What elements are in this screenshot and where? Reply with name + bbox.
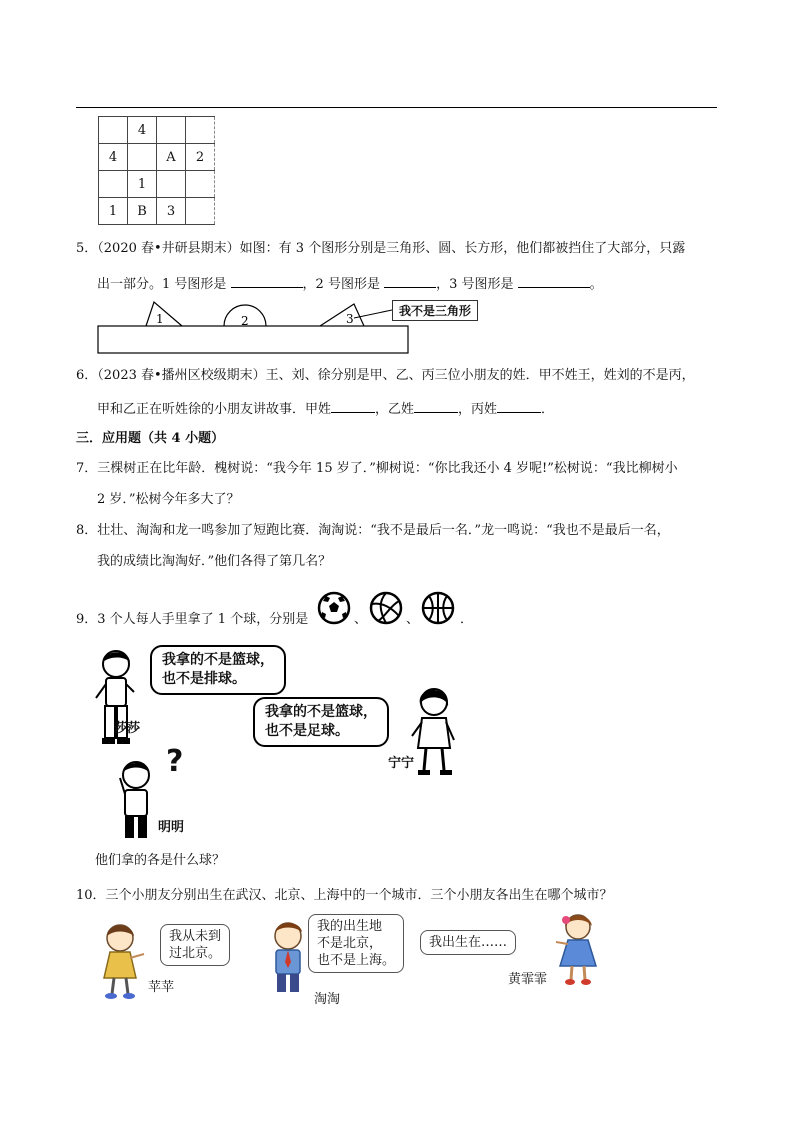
q5-text: ，2 号图形是: [302, 277, 385, 292]
q5-text: ，3 号图形是: [436, 277, 518, 292]
q7-line1: 7．三棵树正在比年龄．槐树说：“我今年 15 岁了．”柳树说：“你比我还小 4 岁呢!”松树说：“我比柳树小: [76, 461, 678, 476]
question-mark: ?: [166, 744, 184, 779]
header-rule: [76, 107, 717, 108]
bubble-line: 我的出生地: [317, 919, 383, 934]
bubble-line: 我从未到: [169, 929, 222, 944]
q5-line1: 5．（2020 春•井研县期末）如图：有 3 个图形分别是三角形、圆、长方形，他们都被挡住了大部分，只露: [76, 241, 686, 256]
ping-speech-bubble: [160, 924, 230, 966]
name-huang: 黄霏霏: [508, 972, 548, 987]
hidden-shapes-figure: [96, 298, 416, 356]
ning-speech-bubble: [253, 697, 389, 747]
tao-figure: [262, 920, 314, 1000]
q9-footer: 他们拿的各是什么球？: [95, 853, 226, 868]
volleyball-icon: [368, 590, 404, 626]
answer-blank[interactable]: [414, 398, 458, 413]
shape-2-label: 2: [241, 314, 249, 328]
q9-separator: 、: [354, 612, 368, 627]
grid-cell: B: [128, 198, 157, 225]
name-sasha: 莎莎: [114, 721, 141, 736]
q6-text: ，丙姓: [458, 402, 498, 417]
grid-cell: [157, 171, 186, 198]
ming-figure: [112, 760, 160, 842]
q8-line1: 8．壮壮、淘淘和龙一鸣参加了短跑比赛．淘淘说：“我不是最后一名．”龙一鸣说：“我也不是最后一名，: [76, 523, 670, 538]
q9-separator: 、: [406, 612, 420, 627]
bubble-line: 也不是上海。: [317, 953, 396, 968]
grid-cell: 4: [128, 117, 157, 144]
bubble-line: 过北京。: [169, 946, 222, 961]
section-heading: 三．应用题（共 4 小题）: [76, 431, 225, 446]
shape-3-label: 3: [346, 312, 354, 326]
bubble-line: 也不是足球。: [265, 723, 349, 739]
callout-pointer: [354, 310, 392, 318]
sasha-speech-bubble: [150, 645, 286, 695]
shape-1-label: 1: [156, 312, 164, 326]
q6-line2: [97, 398, 554, 419]
q6-text: ．: [541, 402, 555, 417]
grid-cell: [186, 198, 215, 225]
grid-cell: 3: [157, 198, 186, 225]
q8-line2: 我的成绩比淘淘好．”他们各得了第几名？: [97, 554, 332, 569]
name-ming: 明明: [158, 820, 185, 835]
grid-cell: [186, 171, 215, 198]
grid-cell: A: [157, 144, 186, 171]
grid-cell: 4: [99, 144, 128, 171]
name-ning: 宁宁: [388, 756, 415, 771]
grid-cell: [157, 117, 186, 144]
grid-cell: [128, 144, 157, 171]
not-triangle-callout: 我不是三角形: [392, 300, 478, 321]
q5-line2: [97, 273, 603, 294]
q5-text: 。: [589, 277, 603, 292]
grid-cell: 2: [186, 144, 215, 171]
answer-blank[interactable]: [384, 273, 436, 288]
grid-cell: [99, 171, 128, 198]
grid-cell: [186, 117, 215, 144]
cover-rectangle: [98, 326, 408, 353]
q5-text: 出一部分。1 号图形是: [97, 277, 231, 292]
soccer-ball-icon: [316, 590, 352, 626]
answer-blank[interactable]: [497, 398, 541, 413]
grid-cell: 1: [128, 171, 157, 198]
shape-3-rectangle: [320, 304, 364, 326]
q6-text: 甲和乙正在听姓徐的小朋友讲故事．甲姓: [97, 402, 332, 417]
huang-figure: [554, 912, 604, 988]
q7-line2: 2 岁．”松树今年多大了？: [97, 492, 240, 507]
bubble-line: 我出生在……: [429, 935, 508, 950]
answer-blank[interactable]: [331, 398, 375, 413]
q9-line1: [76, 611, 308, 629]
name-ping: 苹苹: [148, 980, 175, 995]
q9-text: 9．3 个人每人手里拿了 1 个球，分别是: [76, 612, 309, 627]
basketball-icon: [420, 590, 456, 626]
number-grid: [98, 116, 215, 225]
answer-blank[interactable]: [518, 273, 590, 288]
tao-speech-bubble: [308, 914, 404, 973]
shape-1-triangle: [146, 302, 182, 326]
name-tao: 淘淘: [314, 992, 341, 1007]
grid-cell: [99, 117, 128, 144]
bubble-line: 也不是排球。: [162, 671, 246, 687]
q6-line1: 6．（2023 春•播州区校级期末）王、刘、徐分别是甲、乙、丙三位小朋友的姓．甲不姓王，姓刘的不是丙，: [76, 368, 695, 383]
q10-line1: 10．三个小朋友分别出生在武汉、北京、上海中的一个城市．三个小朋友各出生在哪个城市？: [76, 888, 613, 903]
q9-end: ．: [460, 612, 474, 627]
answer-blank[interactable]: [231, 273, 303, 288]
q6-text: ，乙姓: [375, 402, 415, 417]
ping-figure: [96, 922, 146, 1002]
bubble-line: 不是北京，: [317, 936, 383, 951]
bubble-line: 我拿的不是篮球，: [265, 704, 377, 720]
grid-cell: 1: [99, 198, 128, 225]
bubble-line: 我拿的不是篮球，: [162, 652, 274, 668]
huang-speech-bubble: [420, 930, 516, 955]
